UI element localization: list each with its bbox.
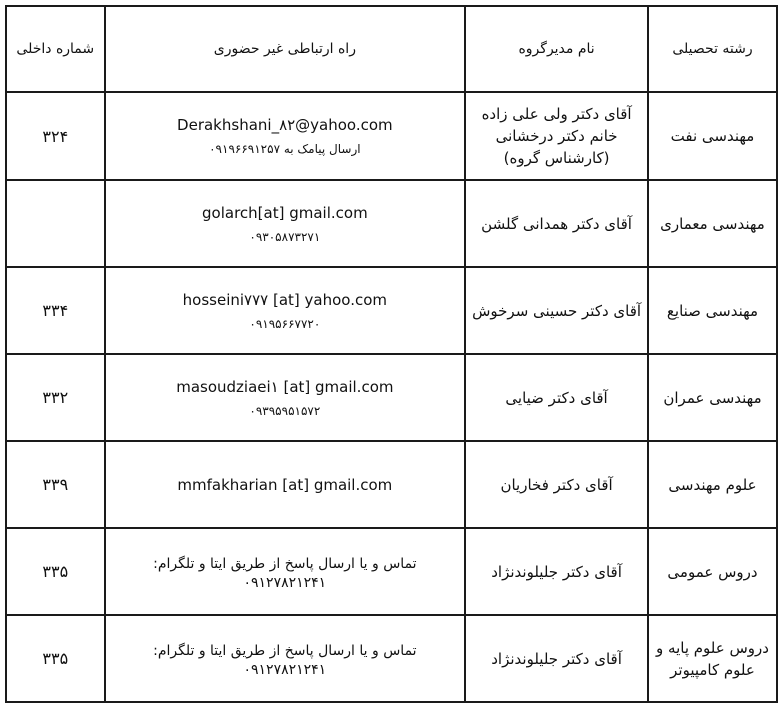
header-manager: نام مدیرگروه xyxy=(465,6,648,92)
email-link[interactable]: mmfakharian [at] gmail.com xyxy=(177,475,393,494)
manager-line: آقای دکتر همدانی گلشن xyxy=(481,214,632,233)
extension-cell: ۳۳۲ xyxy=(6,354,105,441)
phone-number: ۰۹۱۲۷۸۲۱۲۴۱ xyxy=(243,661,327,678)
manager-cell xyxy=(465,354,648,441)
table-row xyxy=(6,267,777,354)
field-cell: مهندسی نفت xyxy=(648,92,777,180)
manager-cell xyxy=(465,180,648,267)
table-row xyxy=(6,528,777,615)
email-link[interactable]: hosseini۷۷۷ [at] yahoo.com xyxy=(182,290,388,309)
manager-line: آقای دکتر جلیلوندنژاد xyxy=(491,649,622,668)
manager-cell xyxy=(465,528,648,615)
email-link[interactable]: masoudziaei۱ [at] gmail.com xyxy=(176,377,394,396)
manager-line: خانم دکتر درخشانی xyxy=(495,127,618,145)
phone-number: ۰۹۱۲۷۸۲۱۲۴۱ xyxy=(243,574,327,591)
contact-cell xyxy=(105,528,466,615)
extension-cell: ۳۳۴ xyxy=(6,267,105,354)
extension-cell: ۳۳۵ xyxy=(6,615,105,702)
header-field: رشته تحصیلی xyxy=(648,6,777,92)
manager-line: آقای دکتر ولی علی زاده xyxy=(481,105,632,123)
header-extension: شماره داخلی xyxy=(6,6,105,92)
manager-cell xyxy=(465,615,648,702)
table-row xyxy=(6,180,777,267)
manager-line: (کارشناس گروه) xyxy=(503,149,610,167)
extension-cell: ۳۲۴ xyxy=(6,92,105,180)
field-cell: مهندسی صنایع xyxy=(648,267,777,354)
header-contact: راه ارتباطی غیر حضوری xyxy=(105,6,466,92)
manager-line: آقای دکتر جلیلوندنژاد xyxy=(491,562,622,581)
table-row xyxy=(6,92,777,180)
manager-line: آقای دکتر ضیایی xyxy=(505,388,608,407)
manager-cell xyxy=(465,441,648,528)
manager-line: آقای دکتر فخاریان xyxy=(500,475,613,494)
phone-number: ۰۹۱۹۵۶۶۷۷۲۰ xyxy=(249,316,321,331)
contact-cell xyxy=(105,615,466,702)
phone-number: ارسال پیامک به ۰۹۱۹۶۶۹۱۲۵۷ xyxy=(209,142,361,156)
manager-cell xyxy=(465,267,648,354)
field-cell: علوم مهندسی xyxy=(648,441,777,528)
header-row xyxy=(6,6,777,92)
contact-cell xyxy=(105,92,466,180)
contact-cell xyxy=(105,441,466,528)
department-contacts-table xyxy=(5,5,778,703)
contact-note: تماس و یا ارسال پاسخ از طریق ایتا و تلگرام: xyxy=(153,555,417,572)
manager-cell xyxy=(465,92,648,180)
contact-note: تماس و یا ارسال پاسخ از طریق ایتا و تلگرام: xyxy=(153,642,417,659)
field-cell: مهندسی عمران xyxy=(648,354,777,441)
table-row xyxy=(6,441,777,528)
contact-cell xyxy=(105,180,466,267)
field-cell: مهندسی معماری xyxy=(648,180,777,267)
extension-cell: ۳۳۵ xyxy=(6,528,105,615)
phone-number: ۰۹۳۰۵۸۷۳۲۷۱ xyxy=(249,229,321,244)
extension-cell xyxy=(6,180,105,267)
phone-number: ۰۹۳۹۵۹۵۱۵۷۲ xyxy=(249,403,321,418)
field-cell: دروس عمومی xyxy=(648,528,777,615)
contact-cell xyxy=(105,354,466,441)
table-row xyxy=(6,354,777,441)
field-cell: دروس علوم پایه و علوم کامپیوتر xyxy=(648,615,777,702)
extension-cell: ۳۳۹ xyxy=(6,441,105,528)
email-link[interactable]: Derakhshani_۸۲@yahoo.com xyxy=(177,116,393,134)
email-link[interactable]: golarch[at] gmail.com xyxy=(202,203,368,222)
contact-cell xyxy=(105,267,466,354)
table-row xyxy=(6,615,777,702)
manager-line: آقای دکتر حسینی سرخوش xyxy=(472,301,642,320)
